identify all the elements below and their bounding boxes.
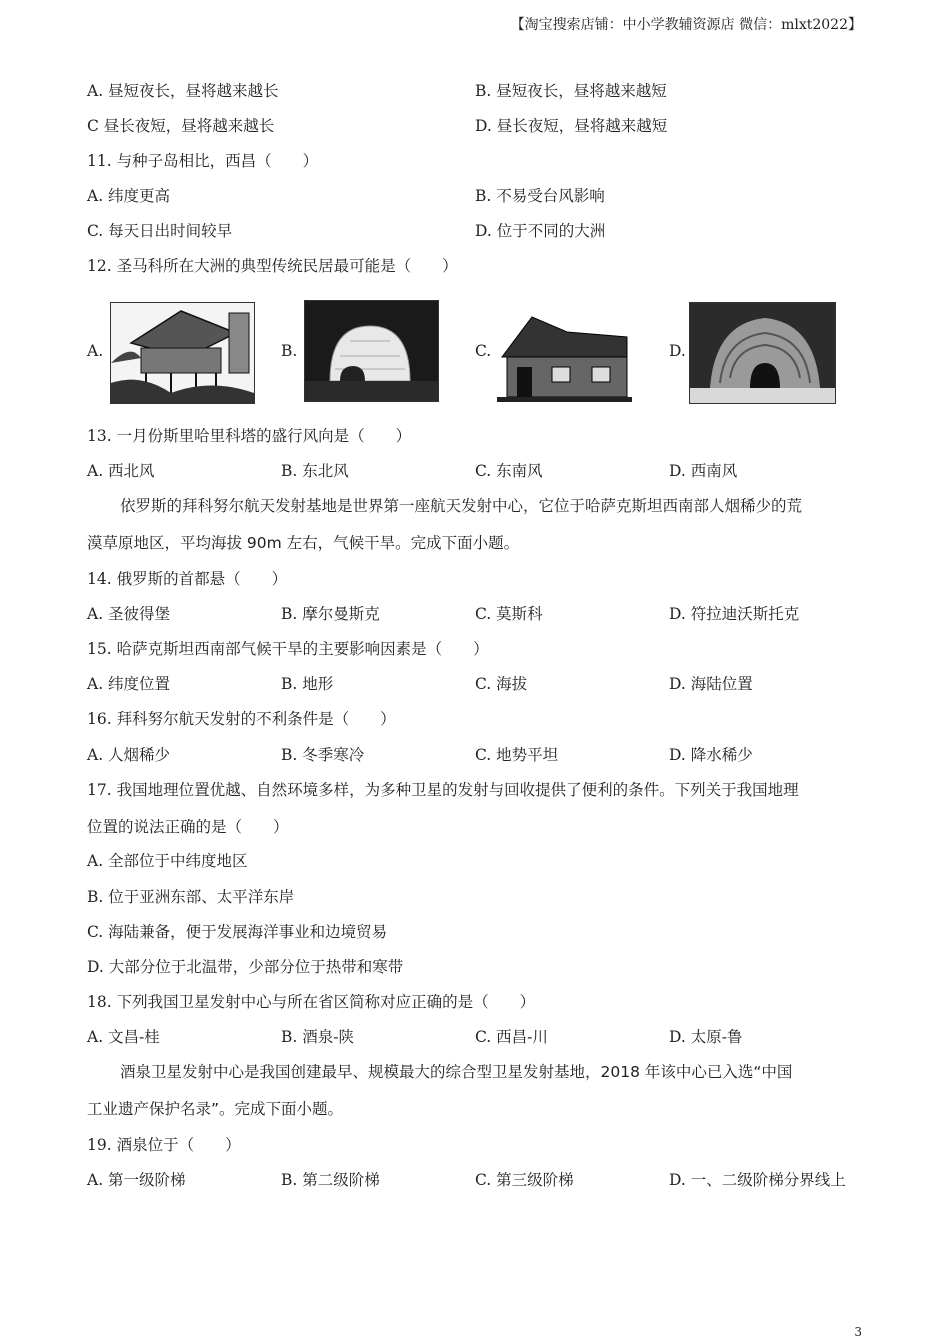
q10-option-d: D. 昼长夜短，昼将越来越短: [475, 117, 668, 135]
q12-label-d: D.: [669, 342, 686, 360]
q12-image-a-stilt-house: [110, 302, 255, 404]
q17-option-d: D. 大部分位于北温带，少部分位于热带和寒带: [87, 958, 404, 976]
q15-option-c: C. 海拔: [475, 675, 528, 693]
q12-stem: 12. 圣马科所在大洲的典型传统民居最可能是（ ）: [87, 257, 458, 275]
q11-option-b: B. 不易受台风影响: [475, 187, 605, 205]
q18-option-c: C. 西昌-川: [475, 1028, 548, 1046]
q14-stem: 14. 俄罗斯的首都悬（ ）: [87, 570, 288, 588]
q11-option-a: A. 纬度更高: [87, 187, 171, 205]
q10-option-b: B. 昼短夜长，昼将越来越短: [475, 82, 667, 100]
passage1-line1: 依罗斯的拜科努尔航天发射基地是世界第一座航天发射中心，它位于哈萨克斯坦西南部人烟稀少的荒: [120, 497, 803, 515]
q15-option-a: A. 纬度位置: [87, 675, 171, 693]
q19-option-c: C. 第三级阶梯: [475, 1171, 574, 1189]
q16-option-b: B. 冬季寒冷: [281, 746, 365, 764]
q17-option-b: B. 位于亚洲东部、太平洋东岸: [87, 888, 295, 906]
page-header: 【淘宝搜索店铺：中小学教辅资源店 微信：mlxt2022】: [510, 17, 862, 33]
q19-stem: 19. 酒泉位于（ ）: [87, 1136, 241, 1154]
q19-option-b: B. 第二级阶梯: [281, 1171, 380, 1189]
q13-stem: 13. 一月份斯里哈里科塔的盛行风向是（ ）: [87, 427, 412, 445]
q12-label-c: C.: [475, 342, 492, 360]
q15-option-d: D. 海陆位置: [669, 675, 753, 693]
q19-option-d: D. 一、二级阶梯分界线上: [669, 1171, 846, 1189]
q17-stem-line2: 位置的说法正确的是（ ）: [87, 818, 289, 836]
q15-stem: 15. 哈萨克斯坦西南部气候干旱的主要影响因素是（ ）: [87, 640, 489, 658]
passage1-line2: 漠草原地区，平均海拔 90m 左右，气候干旱。完成下面小题。: [87, 534, 520, 552]
passage2-line1: 酒泉卫星发射中心是我国创建最早、规模最大的综合型卫星发射基地，2018 年该中心已入选“中国: [120, 1063, 793, 1081]
q13-option-d: D. 西南风: [669, 462, 738, 480]
q18-stem: 18. 下列我国卫星发射中心与所在省区简称对应正确的是（ ）: [87, 993, 536, 1011]
q13-option-a: A. 西北风: [87, 462, 155, 480]
q11-option-c: C. 每天日出时间较早: [87, 222, 233, 240]
q12-image-c-thatched-house: [497, 312, 632, 402]
q12-image-b-igloo: [304, 300, 439, 402]
q12-label-b: B.: [281, 342, 298, 360]
q14-option-c: C. 莫斯科: [475, 605, 543, 623]
q15-option-b: B. 地形: [281, 675, 334, 693]
q14-option-b: B. 摩尔曼斯克: [281, 605, 380, 623]
q12-label-a: A.: [87, 342, 104, 360]
q17-option-c: C. 海陆兼备，便于发展海洋事业和边境贸易: [87, 923, 388, 941]
q17-option-a: A. 全部位于中纬度地区: [87, 852, 248, 870]
q10-option-c: C 昼长夜短，昼将越来越长: [87, 117, 275, 135]
q16-option-c: C. 地势平坦: [475, 746, 559, 764]
page-number: 3: [854, 1325, 862, 1339]
q12-image-d-grass-hut: [689, 302, 836, 404]
passage2-line2: 工业遗产保护名录”。完成下面小题。: [87, 1100, 344, 1118]
q19-option-a: A. 第一级阶梯: [87, 1171, 186, 1189]
q18-option-d: D. 太原-鲁: [669, 1028, 743, 1046]
q14-option-d: D. 符拉迪沃斯托克: [669, 605, 800, 623]
q10-option-a: A. 昼短夜长，昼将越来越长: [87, 82, 279, 100]
q11-stem: 11. 与种子岛相比，西昌（ ）: [87, 152, 319, 170]
q18-option-b: B. 酒泉-陕: [281, 1028, 354, 1046]
q13-option-c: C. 东南风: [475, 462, 543, 480]
q14-option-a: A. 圣彼得堡: [87, 605, 171, 623]
q13-option-b: B. 东北风: [281, 462, 349, 480]
q11-option-d: D. 位于不同的大洲: [475, 222, 606, 240]
q18-option-a: A. 文昌-桂: [87, 1028, 160, 1046]
q16-stem: 16. 拜科努尔航天发射的不利条件是（ ）: [87, 710, 396, 728]
q16-option-d: D. 降水稀少: [669, 746, 753, 764]
q17-stem-line1: 17. 我国地理位置优越、自然环境多样，为多种卫星的发射与回收提供了便利的条件。下列关于我国地理: [87, 781, 799, 799]
q16-option-a: A. 人烟稀少: [87, 746, 171, 764]
